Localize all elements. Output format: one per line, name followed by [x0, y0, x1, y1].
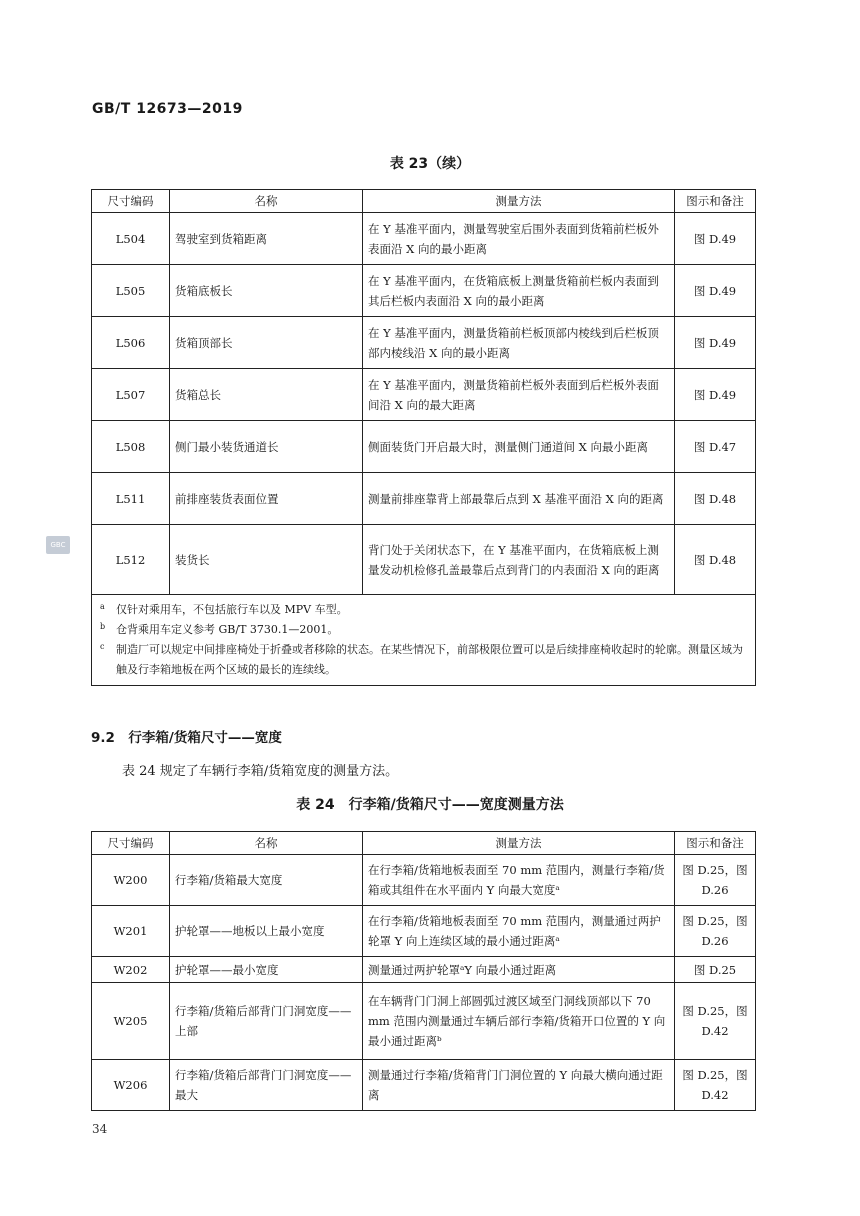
footnote-text: 制造厂可以规定中间排座椅处于折叠或者移除的状态。在某些情况下，前部极限位置可以是后续排座椅收起时的轮廓。测量区域为触及行李箱地板在两个区域的最长的连续线。 — [116, 643, 743, 676]
row-note: 图 D.49 — [675, 369, 756, 421]
row-name: 货箱顶部长 — [170, 317, 363, 369]
table-header-row — [92, 832, 756, 855]
side-watermark: GBC — [46, 536, 70, 554]
row-code: L504 — [92, 213, 170, 265]
footnote-mark: b — [100, 622, 106, 631]
table-row — [92, 906, 756, 957]
row-code: W202 — [92, 957, 170, 983]
row-code: L505 — [92, 265, 170, 317]
footnote — [100, 600, 747, 620]
table23-caption: 表 23（续） — [389, 156, 471, 172]
row-code: L506 — [92, 317, 170, 369]
row-note: 图 D.49 — [675, 317, 756, 369]
row-method: 在行李箱/货箱地板表面至 70 mm 范围内，测量行李箱/货箱或其组件在水平面内 Y 向最大宽度ᵃ — [363, 855, 675, 906]
row-code: L512 — [92, 525, 170, 595]
col-header-name: 名称 — [170, 832, 363, 855]
table-24 — [91, 831, 756, 1111]
row-note: 图 D.25，图 D.26 — [675, 906, 756, 957]
row-note: 图 D.25 — [675, 957, 756, 983]
table-header-row — [92, 190, 756, 213]
row-name: 行李箱/货箱后部背门门洞宽度——最大 — [170, 1060, 363, 1111]
section-intro: 表 24 规定了车辆行李箱/货箱宽度的测量方法。 — [122, 764, 399, 779]
row-name: 驾驶室到货箱距离 — [170, 213, 363, 265]
row-note: 图 D.25，图 D.42 — [675, 1060, 756, 1111]
row-code: W201 — [92, 906, 170, 957]
table-row — [92, 473, 756, 525]
col-header-code: 尺寸编码 — [92, 832, 170, 855]
row-code: L508 — [92, 421, 170, 473]
row-note: 图 D.49 — [675, 265, 756, 317]
row-method: 侧面装货门开启最大时，测量侧门通道间 X 向最小距离 — [363, 421, 675, 473]
table-row — [92, 265, 756, 317]
table-row — [92, 855, 756, 906]
row-note: 图 D.25，图 D.26 — [675, 855, 756, 906]
col-header-note: 图示和备注 — [675, 190, 756, 213]
table-row — [92, 525, 756, 595]
footnote — [100, 620, 747, 640]
row-name: 侧门最小装货通道长 — [170, 421, 363, 473]
row-note: 图 D.48 — [675, 473, 756, 525]
footnote-mark: c — [100, 642, 105, 651]
standard-code: GB/T 12673—2019 — [92, 101, 243, 117]
footnote-row — [92, 595, 756, 686]
row-method: 在 Y 基准平面内，测量驾驶室后围外表面到货箱前栏板外表面沿 X 向的最小距离 — [363, 213, 675, 265]
row-name: 行李箱/货箱后部背门门洞宽度——上部 — [170, 983, 363, 1060]
footnotes — [92, 595, 756, 686]
table-row — [92, 421, 756, 473]
col-header-method: 测量方法 — [363, 832, 675, 855]
row-method: 背门处于关闭状态下，在 Y 基准平面内，在货箱底板上测量发动机检修孔盖最靠后点到背门的内表面沿 X 向的距离 — [363, 525, 675, 595]
table-row — [92, 983, 756, 1060]
row-code: W205 — [92, 983, 170, 1060]
col-header-name: 名称 — [170, 190, 363, 213]
row-note: 图 D.25，图 D.42 — [675, 983, 756, 1060]
page-number: 34 — [92, 1122, 108, 1136]
table-row — [92, 317, 756, 369]
row-note: 图 D.47 — [675, 421, 756, 473]
table-23 — [91, 189, 756, 686]
row-method: 测量通过两护轮罩ᵃY 向最小通过距离 — [363, 957, 675, 983]
row-name: 护轮罩——最小宽度 — [170, 957, 363, 983]
footnote-mark: a — [100, 602, 105, 611]
row-code: L511 — [92, 473, 170, 525]
row-method: 测量前排座靠背上部最靠后点到 X 基准平面沿 X 向的距离 — [363, 473, 675, 525]
row-method: 在 Y 基准平面内，测量货箱前栏板外表面到后栏板外表面间沿 X 向的最大距离 — [363, 369, 675, 421]
table24-caption: 表 24 行李箱/货箱尺寸——宽度测量方法 — [296, 797, 564, 813]
row-note: 图 D.48 — [675, 525, 756, 595]
table-row — [92, 369, 756, 421]
col-header-code: 尺寸编码 — [92, 190, 170, 213]
table-row — [92, 957, 756, 983]
row-method: 在 Y 基准平面内，测量货箱前栏板顶部内棱线到后栏板顶部内棱线沿 X 向的最小距离 — [363, 317, 675, 369]
row-method: 测量通过行李箱/货箱背门门洞位置的 Y 向最大横向通过距离 — [363, 1060, 675, 1111]
footnote-text: 仅针对乘用车，不包括旅行车以及 MPV 车型。 — [116, 603, 348, 616]
row-name: 装货长 — [170, 525, 363, 595]
col-header-note: 图示和备注 — [675, 832, 756, 855]
row-name: 货箱总长 — [170, 369, 363, 421]
row-method: 在车辆背门门洞上部圆弧过渡区域至门洞线顶部以下 70 mm 范围内测量通过车辆后部行李箱/货箱开口位置的 Y 向最小通过距离ᵇ — [363, 983, 675, 1060]
row-name: 护轮罩——地板以上最小宽度 — [170, 906, 363, 957]
col-header-method: 测量方法 — [363, 190, 675, 213]
row-code: L507 — [92, 369, 170, 421]
row-code: W206 — [92, 1060, 170, 1111]
row-note: 图 D.49 — [675, 213, 756, 265]
section-heading: 9.2 行李箱/货箱尺寸——宽度 — [91, 730, 282, 746]
footnote — [100, 640, 747, 680]
row-method: 在行李箱/货箱地板表面至 70 mm 范围内，测量通过两护轮罩 Y 向上连续区域的最小通过距离ᵃ — [363, 906, 675, 957]
table-row — [92, 213, 756, 265]
row-name: 行李箱/货箱最大宽度 — [170, 855, 363, 906]
table-row — [92, 1060, 756, 1111]
row-name: 货箱底板长 — [170, 265, 363, 317]
row-code: W200 — [92, 855, 170, 906]
footnote-text: 仓背乘用车定义参考 GB/T 3730.1—2001。 — [116, 623, 339, 636]
row-method: 在 Y 基准平面内，在货箱底板上测量货箱前栏板内表面到其后栏板内表面沿 X 向的最小距离 — [363, 265, 675, 317]
row-name: 前排座装货表面位置 — [170, 473, 363, 525]
